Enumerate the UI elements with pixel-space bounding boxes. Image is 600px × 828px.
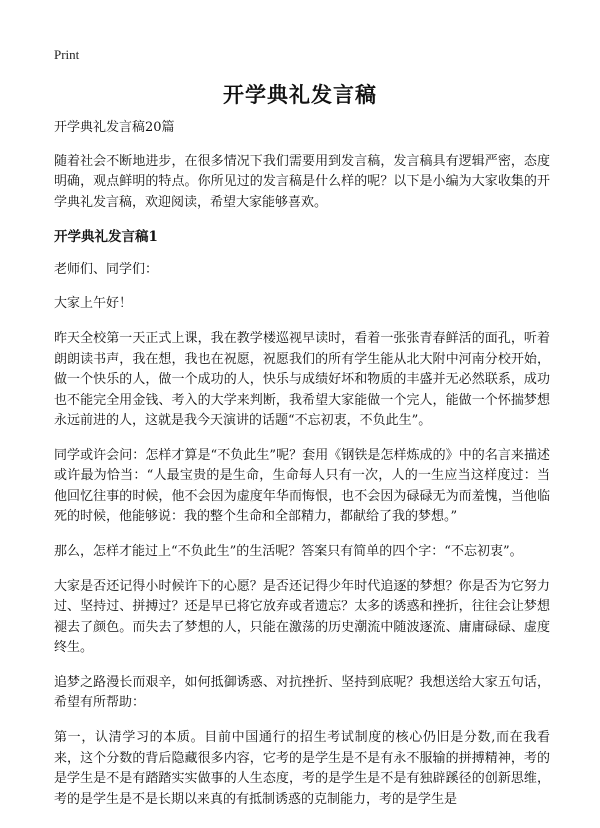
document-title: 开学典礼发言稿 <box>223 82 377 107</box>
body-paragraph: 第一，认清学习的本质。目前中国通行的招生考试制度的核心仍旧是分数,而在我看来，这个分数的背后隐藏很多内容，它考的是学生是不是有永不服输的拼搏精神，考的是学生是不是有踏踏实实做事的人生态度，考的是学生是不是有独辟蹊径的创新思维，考的是学生是不是长期以来真的有抵制诱惑的克制能力，考的是学生是 <box>54 730 550 807</box>
body-paragraph: 追梦之路漫长而艰辛，如何抵御诱惑、对抗挫折、坚持到底呢？我想送给大家五句话，希望有所帮助： <box>54 674 550 711</box>
section-heading: 开学典礼发言稿1 <box>54 229 158 246</box>
intro-paragraph: 随着社会不断地进步，在很多情况下我们需要用到发言稿，发言稿具有逻辑严密，态度明确，观点鲜明的特点。你所见过的发言稿是什么样的呢？以下是小编为大家收集的开学典礼发言稿，欢迎阅读，希望大家能够喜欢。 <box>54 153 550 210</box>
greeting-paragraph: 大家上午好！ <box>54 296 133 312</box>
document-subtitle: 开学典礼发言稿20篇 <box>54 120 175 135</box>
body-paragraph: 那么，怎样才能过上“不负此生”的生活呢？答案只有简单的四个字：“不忘初衷”。 <box>54 543 523 559</box>
body-paragraph: 昨天全校第一天正式上课，我在教学楼巡视早读时，看着一张张青春鲜活的面孔，听着朗朗读书声，我在想，我也在祝愿，祝愿我们的所有学生能从北大附中河南分校开始，做一个快乐的人，做一个成功的人，快乐与成绩好坏和物质的丰盛并无必然联系，成功也不能完全用金钱、考入的大学来判断，我希望大家能做一个完人，能做一个怀揣梦想永远前进的人，这就是我今天演讲的话题“不忘初衷，不负此生”。 <box>54 331 550 429</box>
document-body <box>54 118 550 824</box>
body-paragraph: 大家是否还记得小时候许下的心愿？是否还记得少年时代追逐的梦想？你是否为它努力过、坚持过、拼搏过？还是早已将它放弃或者遗忘？太多的诱惑和挫折，往往会让梦想褪去了颜色。而失去了梦想的人，只能在激荡的历史潮流中随波逐流、庸庸碌碌、虚度终生。 <box>54 578 550 656</box>
body-paragraph: 同学或许会问：怎样才算是“不负此生”呢？套用《钢铁是怎样炼成的》中的名言来描述或许最为恰当：“人最宝贵的是生命，生命每人只有一次，人的一生应当这样度过：当他回忆往事的时候，他不会因为虚度年华而悔恨，也不会因为碌碌无为而羞愧，当他临死的时候，他能够说：我的整个生命和全部精力，都献给了我的梦想。” <box>54 447 550 525</box>
salutation-paragraph: 老师们、同学们： <box>54 261 159 277</box>
print-link[interactable]: Print <box>54 47 80 62</box>
